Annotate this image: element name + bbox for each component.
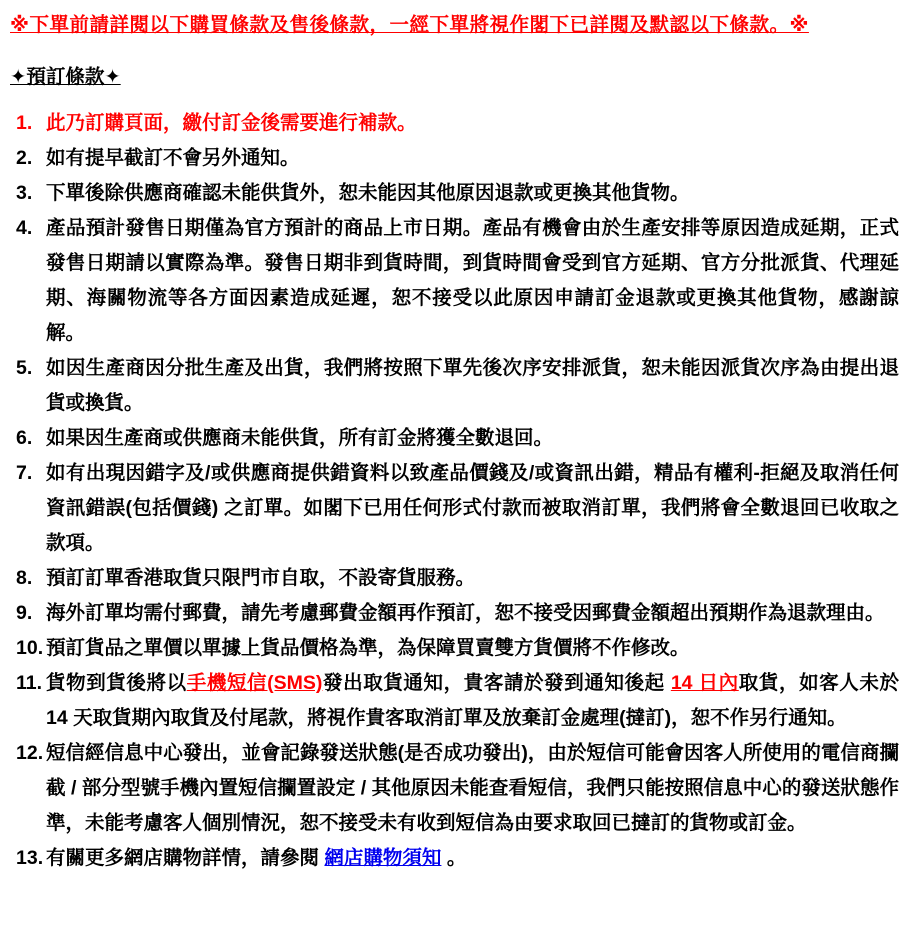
pickup-deadline-emphasis: 14 日內 bbox=[670, 672, 739, 694]
term-text-segment: 如有提早截訂不會另外通知。 bbox=[46, 147, 300, 169]
term-number: 13. bbox=[16, 847, 44, 869]
term-number: 12. bbox=[16, 742, 44, 764]
term-text-segment: 海外訂單均需付郵費，請先考慮郵費金額再作預訂，恕不接受因郵費金額超出預期作為退款理由。 bbox=[46, 602, 885, 624]
term-text-segment: 預訂訂單香港取貨只限門市自取，不設寄貨服務。 bbox=[46, 567, 476, 589]
term-number: 9. bbox=[16, 602, 33, 624]
term-item-5 bbox=[10, 351, 899, 421]
purchase-notice: ※下單前請詳閱以下購買條款及售後條款，一經下單將視作閣下已詳閱及默認以下條款。※ bbox=[10, 14, 809, 36]
term-text-segment: 發出取貨通知，貴客請於發到通知後起 bbox=[322, 672, 671, 694]
term-number: 2. bbox=[16, 147, 33, 169]
term-text bbox=[46, 427, 553, 449]
term-text-segment: 取貨，如客人未於 14 天取貨期內取貨及付尾款，將視作貴客取消訂單及放棄訂金處理(撻訂)，恕不作另行通知。 bbox=[46, 672, 899, 729]
term-item-12 bbox=[10, 736, 899, 841]
term-text bbox=[46, 462, 899, 554]
term-text-segment: 短信經信息中心發出，並會記錄發送狀態(是否成功發出)，由於短信可能會因客人所使用的電信商攔截 / 部分型號手機內置短信攔置設定 / 其他原因未能查看短信，我們只能按照信息中心的發送狀態作準，未能考慮客人個別情況，恕不接受未有收到短信為由要求取回已撻訂的貨物或訂金。 bbox=[46, 742, 899, 834]
term-text bbox=[46, 742, 899, 834]
term-text-segment: 。 bbox=[441, 847, 467, 869]
term-item-13 bbox=[10, 841, 899, 876]
term-number: 8. bbox=[16, 567, 33, 589]
term-item-11 bbox=[10, 666, 899, 736]
term-text bbox=[46, 567, 475, 589]
term-text bbox=[46, 182, 690, 204]
term-text bbox=[46, 147, 300, 169]
term-item-3 bbox=[10, 176, 899, 211]
term-number: 5. bbox=[16, 357, 33, 379]
term-text-segment: 如因生產商因分批生產及出貨，我們將按照下單先後次序安排派貨，恕未能因派貨次序為由提出退貨或換貨。 bbox=[46, 357, 899, 414]
shop-guide-link[interactable]: 網店購物須知 bbox=[324, 847, 442, 869]
term-text-segment: 貨物到貨後將以 bbox=[46, 672, 187, 694]
term-number: 7. bbox=[16, 462, 33, 484]
term-item-1 bbox=[10, 106, 899, 141]
term-text-segment: 預訂貨品之單價以單據上貨品價格為準，為保障買賣雙方貨價將不作修改。 bbox=[46, 637, 690, 659]
section-title-preorder-terms: ✦預訂條款✦ bbox=[10, 66, 121, 88]
term-text-segment: 此乃訂購頁面，繳付訂金後需要進行補款。 bbox=[46, 112, 417, 134]
term-text bbox=[46, 602, 885, 624]
term-item-6 bbox=[10, 421, 899, 456]
term-item-7 bbox=[10, 456, 899, 561]
terms-list bbox=[10, 106, 899, 876]
term-item-2 bbox=[10, 141, 899, 176]
term-number: 1. bbox=[16, 112, 33, 134]
term-number: 6. bbox=[16, 427, 33, 449]
term-text bbox=[46, 672, 899, 729]
term-text-segment: 下單後除供應商確認未能供貨外，恕未能因其他原因退款或更換其他貨物。 bbox=[46, 182, 690, 204]
term-item-4 bbox=[10, 211, 899, 351]
term-text bbox=[46, 112, 417, 134]
term-text-segment: 產品預計發售日期僅為官方預計的商品上市日期。產品有機會由於生產安排等原因造成延期，正式發售日期請以實際為準。發售日期非到貨時間，到貨時間會受到官方延期、官方分批派貨、代理延期、海關物流等各方面因素造成延遲，恕不接受以此原因申請訂金退款或更換其他貨物，感謝諒解。 bbox=[46, 217, 899, 344]
term-text bbox=[46, 847, 466, 869]
term-number: 4. bbox=[16, 217, 33, 239]
term-number: 3. bbox=[16, 182, 33, 204]
term-text-segment: 如有出現因錯字及/或供應商提供錯資料以致產品價錢及/或資訊出錯，精品有權利-拒絕及取消任何資訊錯誤(包括價錢) 之訂單。如閣下已用任何形式付款而被取消訂單，我們將會全數退回已收取之款項。 bbox=[46, 462, 899, 554]
term-item-8 bbox=[10, 561, 899, 596]
term-text bbox=[46, 357, 899, 414]
term-number: 10. bbox=[16, 637, 44, 659]
term-item-9 bbox=[10, 596, 899, 631]
term-text-segment: 有關更多網店購物詳情，請參閱 bbox=[46, 847, 325, 869]
term-text bbox=[46, 217, 899, 344]
term-text-segment: 如果因生產商或供應商未能供貨，所有訂金將獲全數退回。 bbox=[46, 427, 554, 449]
term-text bbox=[46, 637, 690, 659]
sms-emphasis: 手機短信(SMS) bbox=[186, 672, 323, 694]
term-item-10 bbox=[10, 631, 899, 666]
term-number: 11. bbox=[16, 672, 43, 694]
